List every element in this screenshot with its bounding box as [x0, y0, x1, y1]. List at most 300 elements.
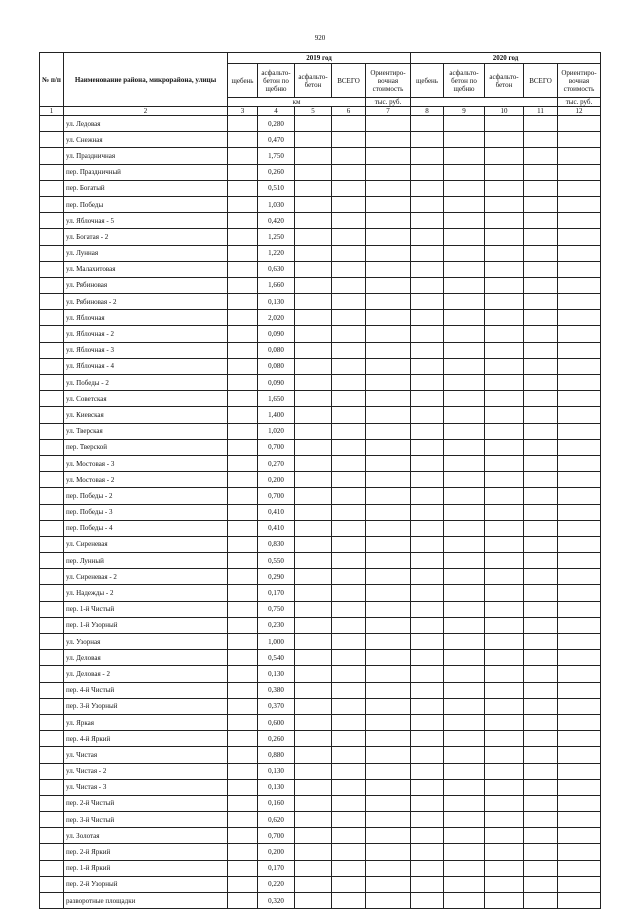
- empty-cell: [332, 860, 366, 876]
- length-value: 0,260: [258, 731, 295, 747]
- column-number: 8: [411, 107, 444, 116]
- empty-cell: [40, 747, 64, 763]
- empty-cell: [295, 536, 332, 552]
- empty-cell: [228, 844, 258, 860]
- empty-cell: [295, 650, 332, 666]
- empty-cell: [558, 439, 601, 455]
- empty-cell: [366, 828, 411, 844]
- empty-cell: [332, 714, 366, 730]
- empty-cell: [485, 763, 524, 779]
- street-name: ул. Мостовая - 3: [64, 455, 228, 471]
- empty-cell: [558, 277, 601, 293]
- empty-cell: [485, 375, 524, 391]
- street-name: пер. Победы - 3: [64, 504, 228, 520]
- empty-cell: [40, 375, 64, 391]
- length-value: 0,160: [258, 795, 295, 811]
- empty-cell: [524, 876, 558, 892]
- length-value: 0,510: [258, 180, 295, 196]
- empty-cell: [228, 650, 258, 666]
- empty-cell: [444, 617, 485, 633]
- empty-cell: [444, 294, 485, 310]
- empty-cell: [411, 358, 444, 374]
- street-name: ул. Чистая - 2: [64, 763, 228, 779]
- column-number: 3: [228, 107, 258, 116]
- length-value: 0,130: [258, 666, 295, 682]
- unit-km: км: [228, 98, 366, 107]
- empty-cell: [40, 876, 64, 892]
- empty-cell: [40, 277, 64, 293]
- empty-cell: [444, 375, 485, 391]
- empty-cell: [558, 261, 601, 277]
- empty-cell: [228, 358, 258, 374]
- empty-cell: [485, 714, 524, 730]
- column-number: 12: [558, 107, 601, 116]
- empty-cell: [444, 666, 485, 682]
- empty-cell: [411, 326, 444, 342]
- empty-cell: [485, 164, 524, 180]
- table-row: [40, 536, 601, 552]
- empty-cell: [524, 520, 558, 536]
- empty-cell: [228, 731, 258, 747]
- empty-cell: [40, 180, 64, 196]
- empty-cell: [366, 132, 411, 148]
- street-name: ул. Деловая: [64, 650, 228, 666]
- empty-cell: [366, 650, 411, 666]
- length-value: 0,200: [258, 472, 295, 488]
- empty-cell: [524, 763, 558, 779]
- empty-cell: [228, 747, 258, 763]
- length-value: 1,220: [258, 245, 295, 261]
- empty-cell: [524, 747, 558, 763]
- empty-cell: [444, 844, 485, 860]
- length-value: 1,250: [258, 229, 295, 245]
- column-number: 5: [295, 107, 332, 116]
- empty-cell: [228, 553, 258, 569]
- empty-cell: [485, 504, 524, 520]
- empty-cell: [444, 731, 485, 747]
- empty-cell: [524, 601, 558, 617]
- empty-cell: [40, 844, 64, 860]
- empty-cell: [295, 731, 332, 747]
- empty-cell: [485, 391, 524, 407]
- empty-cell: [485, 634, 524, 650]
- length-value: 0,750: [258, 601, 295, 617]
- empty-cell: [332, 423, 366, 439]
- empty-cell: [40, 455, 64, 471]
- empty-cell: [411, 893, 444, 909]
- empty-cell: [332, 763, 366, 779]
- empty-cell: [228, 876, 258, 892]
- empty-cell: [444, 650, 485, 666]
- empty-cell: [366, 860, 411, 876]
- street-name: ул. Чистая - 3: [64, 779, 228, 795]
- table-row: [40, 731, 601, 747]
- empty-cell: [444, 893, 485, 909]
- empty-cell: [524, 375, 558, 391]
- empty-cell: [228, 407, 258, 423]
- empty-cell: [411, 132, 444, 148]
- street-name: ул. Победы - 2: [64, 375, 228, 391]
- table-row: [40, 714, 601, 730]
- empty-cell: [524, 180, 558, 196]
- empty-cell: [524, 132, 558, 148]
- empty-cell: [485, 795, 524, 811]
- empty-cell: [40, 326, 64, 342]
- street-name: ул. Яблочная - 4: [64, 358, 228, 374]
- empty-cell: [444, 391, 485, 407]
- length-value: 0,380: [258, 682, 295, 698]
- empty-cell: [228, 455, 258, 471]
- empty-cell: [295, 310, 332, 326]
- empty-cell: [40, 601, 64, 617]
- empty-cell: [444, 358, 485, 374]
- street-name: пер. Победы - 4: [64, 520, 228, 536]
- empty-cell: [228, 261, 258, 277]
- empty-cell: [295, 520, 332, 536]
- empty-cell: [40, 116, 64, 132]
- table-row: [40, 148, 601, 164]
- empty-cell: [485, 358, 524, 374]
- table-row: [40, 213, 601, 229]
- empty-cell: [485, 650, 524, 666]
- empty-cell: [228, 180, 258, 196]
- empty-cell: [366, 585, 411, 601]
- empty-cell: [411, 795, 444, 811]
- empty-cell: [295, 164, 332, 180]
- street-name: ул. Яблочная - 3: [64, 342, 228, 358]
- length-value: 1,020: [258, 423, 295, 439]
- empty-cell: [411, 229, 444, 245]
- street-name: ул. Ледовая: [64, 116, 228, 132]
- empty-cell: [411, 423, 444, 439]
- empty-cell: [332, 747, 366, 763]
- empty-cell: [524, 472, 558, 488]
- empty-cell: [366, 763, 411, 779]
- empty-cell: [332, 326, 366, 342]
- empty-cell: [228, 375, 258, 391]
- empty-cell: [558, 714, 601, 730]
- empty-cell: [366, 634, 411, 650]
- empty-cell: [40, 148, 64, 164]
- empty-cell: [411, 536, 444, 552]
- street-name: ул. Советская: [64, 391, 228, 407]
- empty-cell: [366, 196, 411, 212]
- empty-cell: [366, 342, 411, 358]
- table-row: [40, 553, 601, 569]
- length-value: 0,230: [258, 617, 295, 633]
- length-value: 0,090: [258, 326, 295, 342]
- column-number: 6: [332, 107, 366, 116]
- table-row: [40, 261, 601, 277]
- empty-cell: [411, 342, 444, 358]
- year-2019-header: 2019 год: [228, 53, 411, 64]
- empty-cell: [228, 488, 258, 504]
- empty-cell: [444, 277, 485, 293]
- empty-cell: [411, 148, 444, 164]
- empty-cell: [485, 229, 524, 245]
- empty-cell: [228, 391, 258, 407]
- empty-cell: [40, 860, 64, 876]
- table-row: [40, 504, 601, 520]
- street-name: пер. 4-й Чистый: [64, 682, 228, 698]
- empty-cell: [295, 666, 332, 682]
- empty-cell: [228, 504, 258, 520]
- empty-cell: [295, 828, 332, 844]
- length-value: 2,020: [258, 310, 295, 326]
- empty-cell: [524, 779, 558, 795]
- empty-cell: [366, 876, 411, 892]
- empty-cell: [524, 795, 558, 811]
- empty-cell: [524, 261, 558, 277]
- empty-cell: [524, 229, 558, 245]
- empty-cell: [411, 844, 444, 860]
- empty-cell: [40, 423, 64, 439]
- empty-cell: [485, 180, 524, 196]
- empty-cell: [332, 294, 366, 310]
- table-row: [40, 585, 601, 601]
- empty-cell: [228, 310, 258, 326]
- table-row: [40, 277, 601, 293]
- empty-cell: [40, 553, 64, 569]
- empty-cell: [40, 763, 64, 779]
- empty-cell: [366, 310, 411, 326]
- empty-cell: [228, 860, 258, 876]
- empty-cell: [524, 439, 558, 455]
- empty-cell: [444, 536, 485, 552]
- empty-cell: [558, 893, 601, 909]
- empty-cell: [444, 601, 485, 617]
- table-row: [40, 132, 601, 148]
- empty-cell: [524, 342, 558, 358]
- empty-cell: [485, 860, 524, 876]
- table-row: [40, 310, 601, 326]
- empty-cell: [332, 213, 366, 229]
- empty-cell: [366, 844, 411, 860]
- empty-cell: [444, 326, 485, 342]
- empty-cell: [524, 828, 558, 844]
- length-value: 0,700: [258, 828, 295, 844]
- col-name-header: Наименование района, микрорайона, улицы: [64, 53, 228, 107]
- empty-cell: [411, 650, 444, 666]
- length-value: 0,090: [258, 375, 295, 391]
- empty-cell: [558, 164, 601, 180]
- empty-cell: [40, 439, 64, 455]
- empty-cell: [524, 294, 558, 310]
- empty-cell: [558, 553, 601, 569]
- empty-cell: [444, 196, 485, 212]
- empty-cell: [295, 812, 332, 828]
- empty-cell: [558, 116, 601, 132]
- empty-cell: [332, 731, 366, 747]
- empty-cell: [295, 245, 332, 261]
- empty-cell: [228, 277, 258, 293]
- empty-cell: [444, 245, 485, 261]
- length-value: 0,220: [258, 876, 295, 892]
- length-value: 1,750: [258, 148, 295, 164]
- empty-cell: [524, 650, 558, 666]
- empty-cell: [295, 569, 332, 585]
- empty-cell: [228, 326, 258, 342]
- empty-cell: [411, 261, 444, 277]
- length-value: 0,270: [258, 455, 295, 471]
- empty-cell: [40, 407, 64, 423]
- empty-cell: [366, 229, 411, 245]
- empty-cell: [558, 812, 601, 828]
- empty-cell: [444, 714, 485, 730]
- empty-cell: [411, 585, 444, 601]
- empty-cell: [558, 326, 601, 342]
- length-value: 1,000: [258, 634, 295, 650]
- empty-cell: [558, 569, 601, 585]
- empty-cell: [332, 812, 366, 828]
- length-value: 0,170: [258, 585, 295, 601]
- empty-cell: [295, 326, 332, 342]
- table-row: [40, 569, 601, 585]
- empty-cell: [485, 585, 524, 601]
- empty-cell: [40, 310, 64, 326]
- empty-cell: [524, 196, 558, 212]
- empty-cell: [228, 148, 258, 164]
- empty-cell: [228, 229, 258, 245]
- empty-cell: [228, 116, 258, 132]
- empty-cell: [558, 876, 601, 892]
- empty-cell: [332, 245, 366, 261]
- empty-cell: [366, 617, 411, 633]
- empty-cell: [332, 795, 366, 811]
- table-row: [40, 634, 601, 650]
- subcol-header: Ориентиро-вочная стоимость: [366, 64, 411, 98]
- empty-cell: [411, 277, 444, 293]
- empty-cell: [485, 553, 524, 569]
- empty-cell: [366, 294, 411, 310]
- subcol-header: асфальто-бетон по щебню: [444, 64, 485, 98]
- empty-cell: [295, 455, 332, 471]
- empty-cell: [524, 423, 558, 439]
- table-row: [40, 650, 601, 666]
- length-value: 0,420: [258, 213, 295, 229]
- empty-cell: [558, 229, 601, 245]
- empty-cell: [40, 342, 64, 358]
- empty-cell: [558, 763, 601, 779]
- empty-cell: [485, 698, 524, 714]
- length-value: 0,700: [258, 439, 295, 455]
- length-value: 1,400: [258, 407, 295, 423]
- empty-cell: [524, 488, 558, 504]
- empty-cell: [228, 698, 258, 714]
- empty-cell: [295, 116, 332, 132]
- empty-cell: [332, 585, 366, 601]
- empty-cell: [558, 180, 601, 196]
- empty-cell: [228, 585, 258, 601]
- empty-cell: [228, 213, 258, 229]
- empty-cell: [366, 504, 411, 520]
- empty-cell: [295, 375, 332, 391]
- empty-cell: [332, 682, 366, 698]
- empty-cell: [558, 828, 601, 844]
- table-row: [40, 391, 601, 407]
- empty-cell: [295, 196, 332, 212]
- empty-cell: [485, 731, 524, 747]
- empty-cell: [40, 520, 64, 536]
- length-value: 0,880: [258, 747, 295, 763]
- empty-cell: [444, 261, 485, 277]
- empty-cell: [444, 553, 485, 569]
- empty-cell: [332, 391, 366, 407]
- empty-cell: [558, 358, 601, 374]
- table-row: [40, 698, 601, 714]
- empty-cell: [366, 439, 411, 455]
- table-row: [40, 358, 601, 374]
- empty-cell: [332, 375, 366, 391]
- table-row: [40, 229, 601, 245]
- empty-cell: [40, 779, 64, 795]
- empty-cell: [558, 601, 601, 617]
- empty-cell: [228, 245, 258, 261]
- empty-cell: [485, 617, 524, 633]
- street-name: ул. Сиреневая - 2: [64, 569, 228, 585]
- empty-cell: [444, 213, 485, 229]
- empty-cell: [40, 132, 64, 148]
- empty-cell: [332, 601, 366, 617]
- empty-cell: [295, 763, 332, 779]
- column-number: 9: [444, 107, 485, 116]
- table-row: [40, 455, 601, 471]
- empty-cell: [411, 439, 444, 455]
- empty-cell: [366, 277, 411, 293]
- empty-cell: [558, 779, 601, 795]
- empty-cell: [485, 844, 524, 860]
- empty-cell: [411, 180, 444, 196]
- empty-cell: [366, 391, 411, 407]
- empty-cell: [40, 795, 64, 811]
- empty-cell: [485, 536, 524, 552]
- empty-cell: [444, 180, 485, 196]
- empty-cell: [485, 569, 524, 585]
- empty-cell: [366, 375, 411, 391]
- empty-cell: [228, 439, 258, 455]
- empty-cell: [558, 213, 601, 229]
- empty-cell: [228, 294, 258, 310]
- empty-cell: [411, 828, 444, 844]
- empty-cell: [332, 698, 366, 714]
- empty-cell: [332, 455, 366, 471]
- empty-cell: [295, 893, 332, 909]
- empty-cell: [524, 812, 558, 828]
- empty-cell: [366, 423, 411, 439]
- empty-cell: [558, 294, 601, 310]
- empty-cell: [485, 277, 524, 293]
- empty-cell: [558, 617, 601, 633]
- subcol-header: ВСЕГО: [524, 64, 558, 98]
- empty-cell: [444, 779, 485, 795]
- empty-cell: [295, 277, 332, 293]
- empty-cell: [366, 731, 411, 747]
- empty-cell: [295, 747, 332, 763]
- empty-cell: [411, 747, 444, 763]
- empty-cell: [485, 132, 524, 148]
- empty-cell: [295, 294, 332, 310]
- empty-cell: [332, 876, 366, 892]
- table-row: [40, 601, 601, 617]
- empty-cell: [485, 488, 524, 504]
- empty-cell: [444, 423, 485, 439]
- length-value: 0,550: [258, 553, 295, 569]
- street-name: ул. Киевская: [64, 407, 228, 423]
- subcol-header: асфальто-бетон по щебню: [258, 64, 295, 98]
- empty-cell: [485, 116, 524, 132]
- empty-cell: [485, 294, 524, 310]
- empty-cell: [411, 731, 444, 747]
